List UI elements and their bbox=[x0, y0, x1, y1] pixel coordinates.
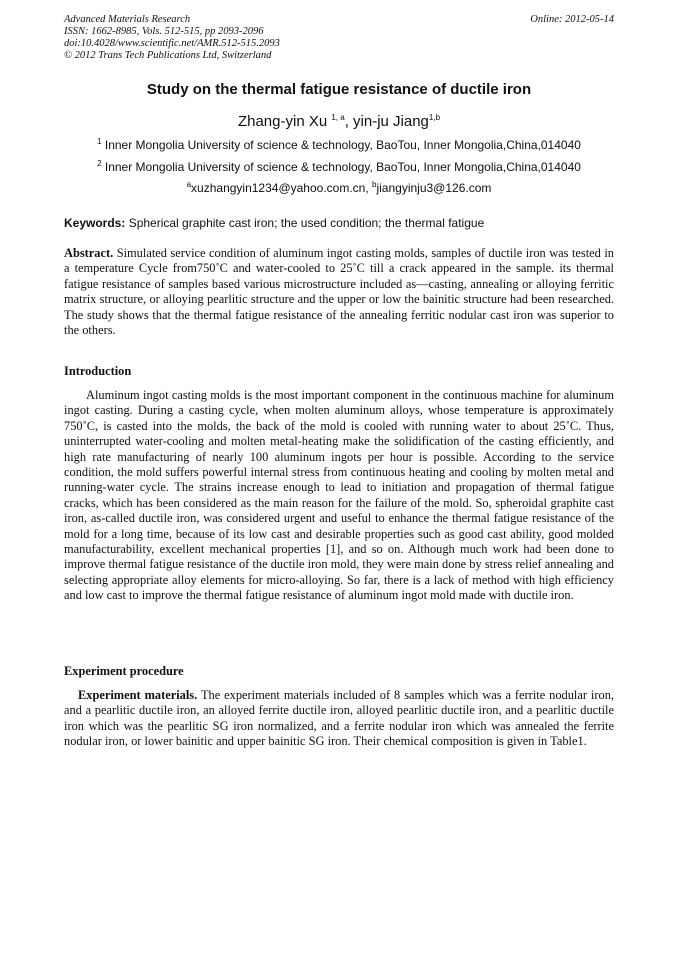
keywords-label: Keywords: bbox=[64, 216, 126, 230]
affiliation-2-num: 2 bbox=[97, 159, 102, 168]
experiment-materials-text: The experiment materials included of 8 samples which was a ferrite nodular iron, and a pearlitic ductile iron, an alloyed ferrite ductile iron, alloyed pearlitic ductile iron, and a pearlitic ductile iron which was the pearlitic SG iron normalized, and a ferrite nodular iron which was annealed the ferrite nodular iron, or lower bainitic and upper bainitic SG iron. Their chemical composition is given in Table1. bbox=[64, 688, 614, 749]
abstract bbox=[64, 246, 614, 338]
affiliation-2-text: Inner Mongolia University of science & technology, BaoTou, Inner Mongolia,China,014040 bbox=[104, 160, 581, 174]
journal-header bbox=[64, 14, 614, 62]
experiment-materials-label: Experiment materials. bbox=[78, 688, 198, 702]
introduction-paragraph: Aluminum ingot casting molds is the most important component in the continuous machine for aluminum ingot casting. During a casting cycle, when molten aluminum alloys, whose temperature is approximately 750˚C, is casted into the molds, the back of the mold is cooled with running water to about 25˚C. Thus, uninterrupted water-cooling and molten metal-heating make the solidification of the casting efficiently, and high rate manufacturing of nearly 100 aluminum ingots per hour is possible. According to the service condition, the mold suffers powerful internal stress from continuous heating and cooling by molten metal and running-water cycle. The strains increase enough to lead to initiation and propagation of thermal fatigue cracks, which has been considered as the main reason for the failure of the mold. So, spheroidal graphite cast iron, as-called ductile iron, was considered urgent and useful to enhance the thermal fatigue resistance of the mold for a long time, because of its low cast and desirable properties such as good cast ability, good molded manufacturability, excellent mechanical properties [1], and so on. Although much work had been done to improve thermal fatigue resistance of the ductile iron mold, they were main done by stress relief annealing and selecting appropriate alloy elements for micro-alloying. So far, there is a lack of method with high efficiency and low cast to improve the thermal fatigue resistance of aluminum ingot mold made with ductile iron. bbox=[64, 388, 614, 603]
paper-title: Study on the thermal fatigue resistance of ductile iron bbox=[146, 81, 532, 98]
abstract-label: Abstract. bbox=[64, 246, 114, 260]
affiliation-1-num: 1 bbox=[97, 137, 102, 146]
email-line bbox=[0, 181, 678, 195]
experiment-heading: Experiment procedure bbox=[64, 664, 184, 678]
author-2-affil: 1,b bbox=[428, 113, 441, 122]
affiliation-1 bbox=[0, 138, 678, 152]
email-a-mark: a bbox=[186, 180, 192, 189]
author-1-affil: 1, a bbox=[331, 113, 345, 122]
keywords bbox=[64, 216, 614, 230]
copyright-line: © 2012 Trans Tech Publications Ltd, Switzerland bbox=[64, 50, 272, 61]
keywords-text: Spherical graphite cast iron; the used condition; the thermal fatigue bbox=[125, 216, 485, 230]
doi-line: doi:10.4028/www.scientific.net/AMR.512-515.2093 bbox=[64, 38, 280, 49]
issn-line: ISSN: 1662-8985, Vols. 512-515, pp 2093-2096 bbox=[64, 26, 264, 37]
affiliation-2 bbox=[0, 160, 678, 174]
email-b-mark: b bbox=[372, 180, 377, 189]
abstract-text: Simulated service condition of aluminum ingot casting molds, samples of ductile iron was tested in a temperature Cycle from750˚C and water-cooled to 25˚C till a crack appeared in the sample. its thermal fatigue resistance of samples based various microstructure included as—casting, annealing or alloying ferritic matrix structure, or alloying pearlitic structure and the upper or low the bainitic structure had been researched. The study shows that the thermal fatigue resistance of the annealing ferritic nodular cast iron was superior to the others. bbox=[64, 246, 614, 338]
author-2: yin-ju Jiang bbox=[353, 113, 429, 130]
introduction-heading: Introduction bbox=[64, 364, 132, 378]
author-line bbox=[0, 113, 678, 130]
journal-name: Advanced Materials Research bbox=[64, 14, 191, 25]
affiliation-1-text: Inner Mongolia University of science & technology, BaoTou, Inner Mongolia,China,014040 bbox=[104, 138, 581, 152]
email-separator: , bbox=[365, 181, 373, 195]
email-b[interactable]: jiangyinju3@126.com bbox=[376, 181, 492, 195]
email-a[interactable]: xuzhangyin1234@yahoo.com.cn bbox=[191, 181, 366, 195]
author-separator: , bbox=[344, 113, 354, 130]
author-1: Zhang-yin Xu bbox=[237, 113, 328, 130]
experiment-paragraph bbox=[64, 688, 614, 750]
online-date: Online: 2012-05-14 bbox=[530, 14, 614, 25]
